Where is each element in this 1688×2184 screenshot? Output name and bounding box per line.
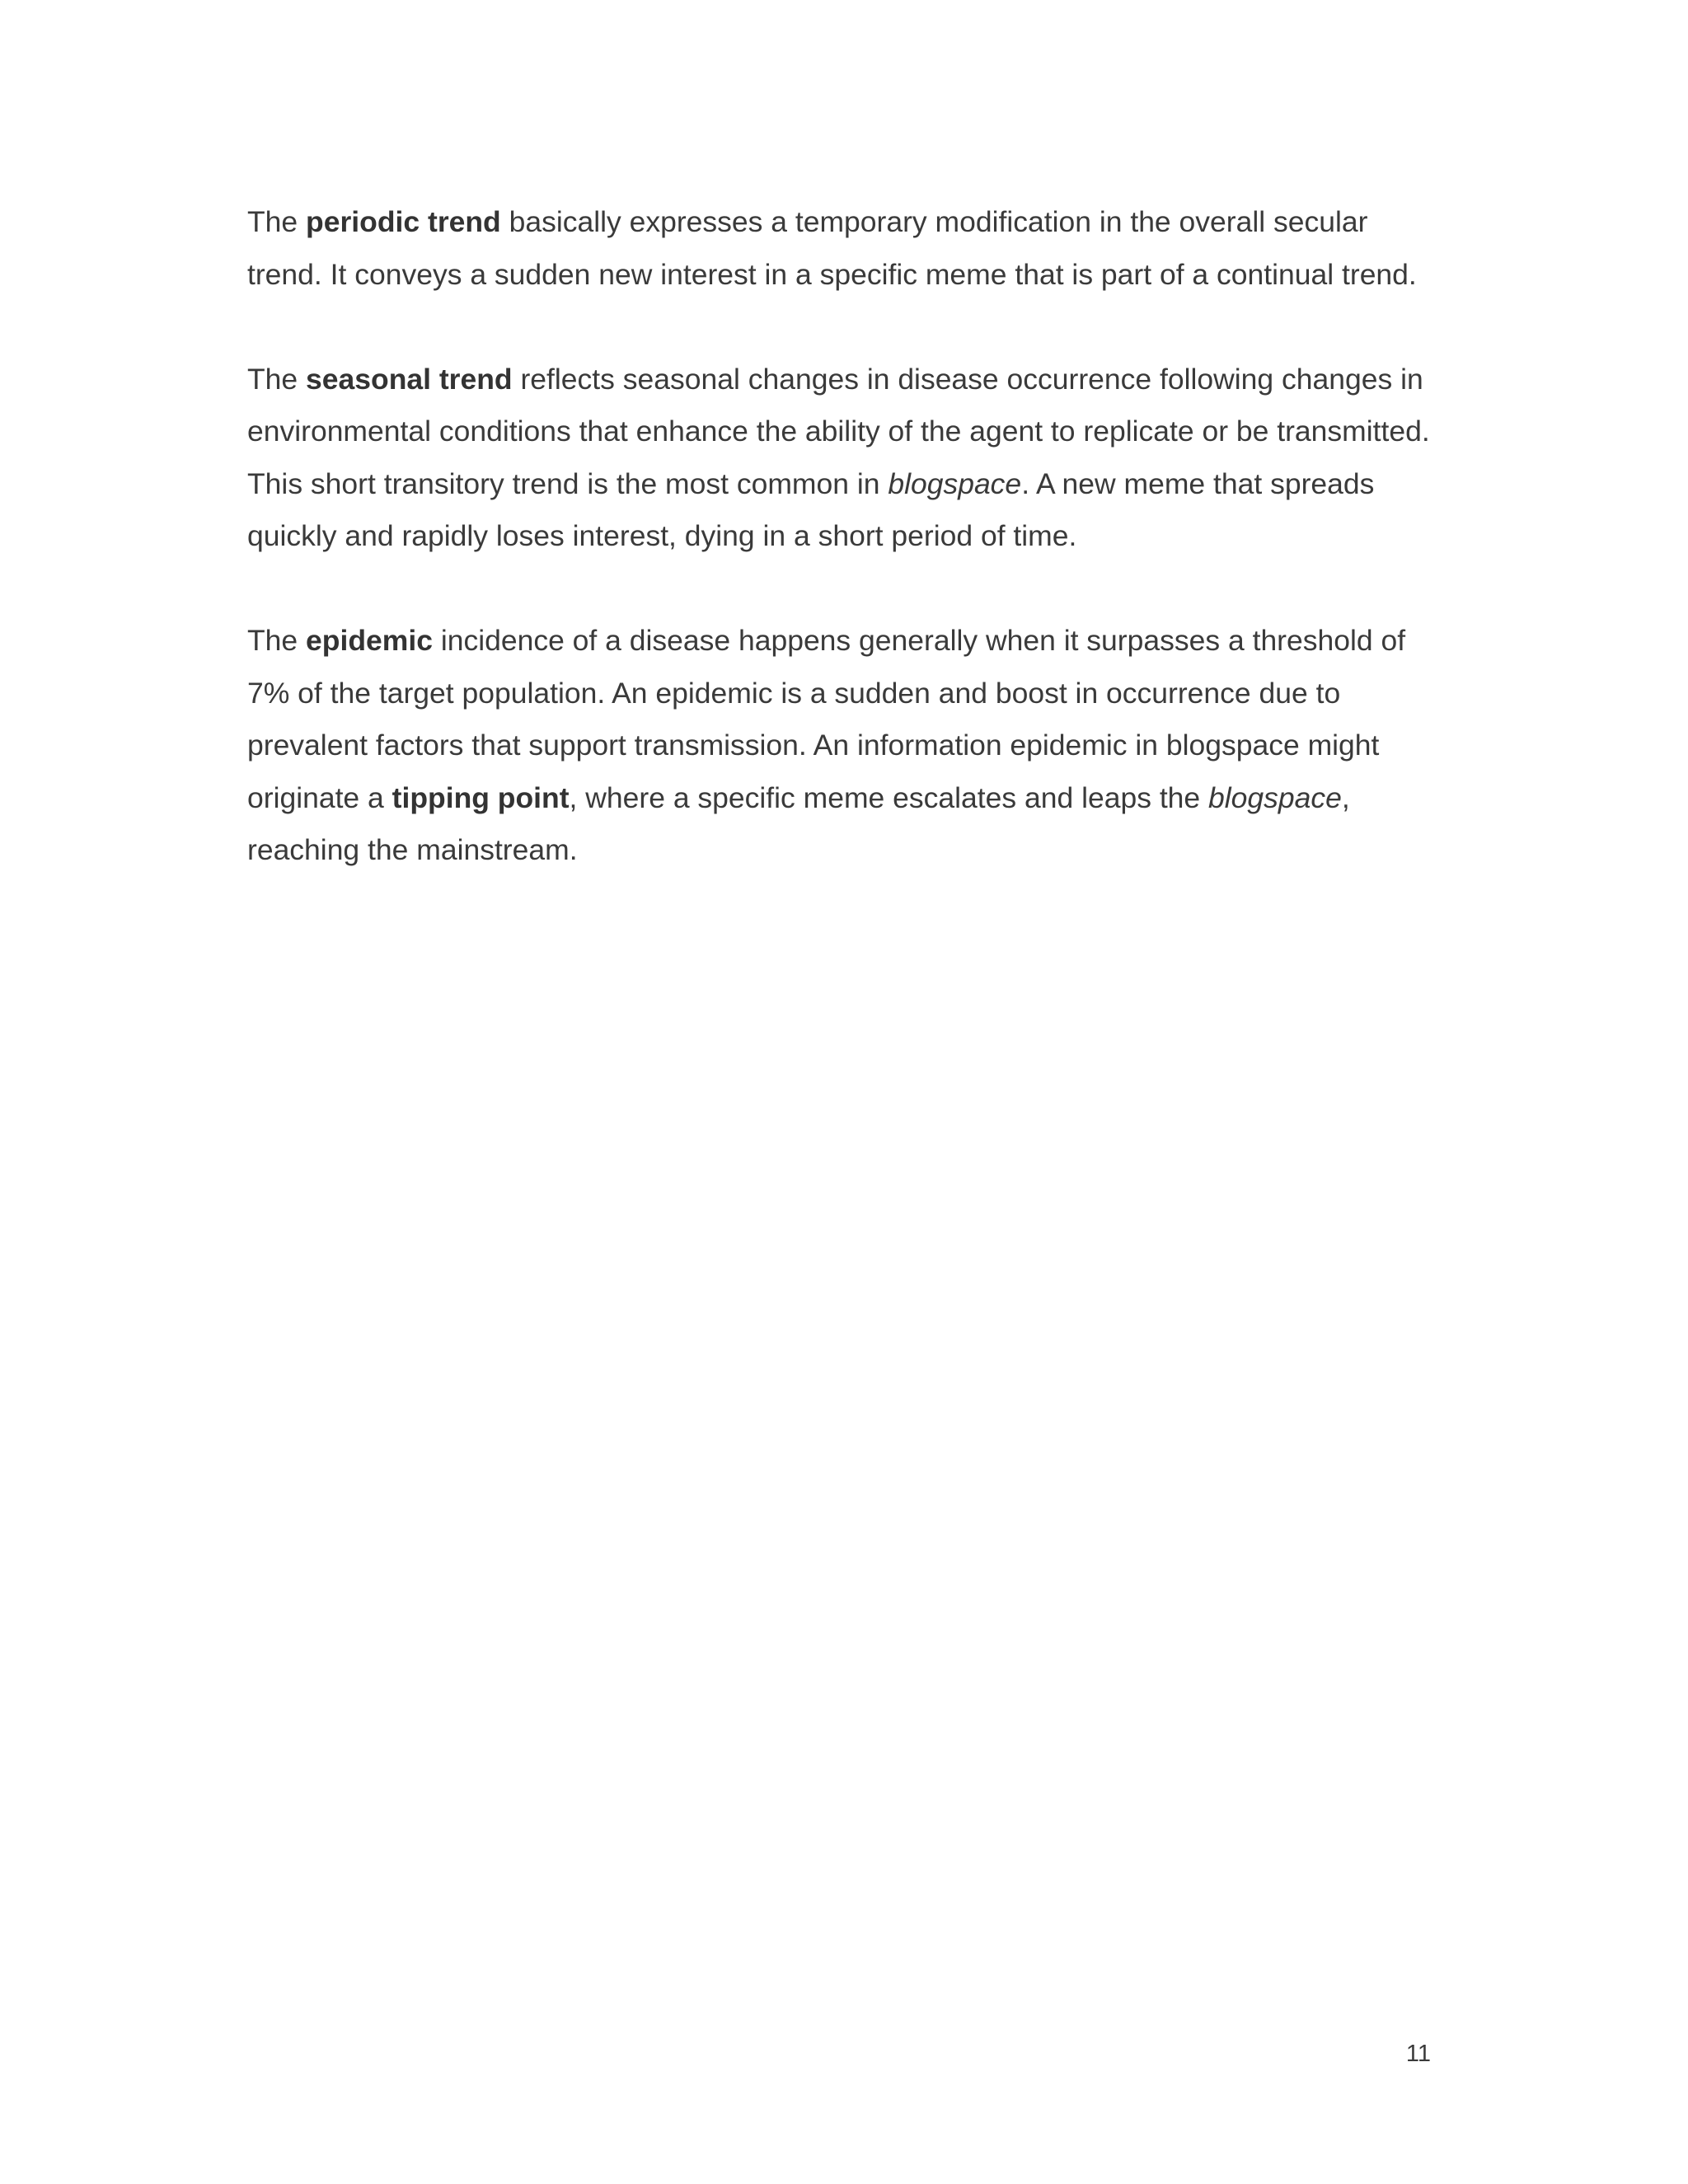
- bold-term-epidemic: epidemic: [306, 624, 433, 657]
- paragraph-periodic-trend: [247, 196, 1442, 301]
- text-run: . A new meme that spreads quickly and rapidly loses interest, dying in a short period of time.: [247, 466, 1375, 552]
- bold-term-tipping-point: tipping point: [392, 780, 570, 814]
- text-run: The: [247, 624, 307, 657]
- text-run: reflects seasonal changes in disease occurrence following changes in environmental conditions that enhance the ability of the agent to replicate or be transmitted. This short transitory trend is the most common in: [247, 362, 1430, 500]
- text-run: , where a specific meme escalates and leaps the: [569, 780, 1209, 814]
- text-run: incidence of a disease happens generally when it surpasses a threshold of 7% of the target population. An epidemic is a sudden and boost in occurrence due to prevalent factors that support transmission. An information epidemic in blogspace might originate a: [247, 624, 1406, 814]
- bold-term-seasonal-trend: seasonal trend: [306, 362, 513, 396]
- text-run: , reaching the mainstream.: [247, 780, 1350, 866]
- paragraph-epidemic: [247, 615, 1442, 877]
- italic-term-blogspace: blogspace: [888, 466, 1022, 500]
- text-run: basically expresses a temporary modification in the overall secular trend. It conveys a sudden new interest in a specific meme that is part of a continual trend.: [247, 205, 1417, 291]
- text-run: The: [247, 362, 307, 396]
- bold-term-periodic-trend: periodic trend: [306, 205, 501, 238]
- page-number: 11: [1405, 2041, 1431, 2067]
- text-run: The: [247, 205, 307, 238]
- body-text: [247, 196, 1442, 929]
- italic-term-blogspace: blogspace: [1208, 780, 1342, 814]
- paragraph-seasonal-trend: [247, 354, 1442, 563]
